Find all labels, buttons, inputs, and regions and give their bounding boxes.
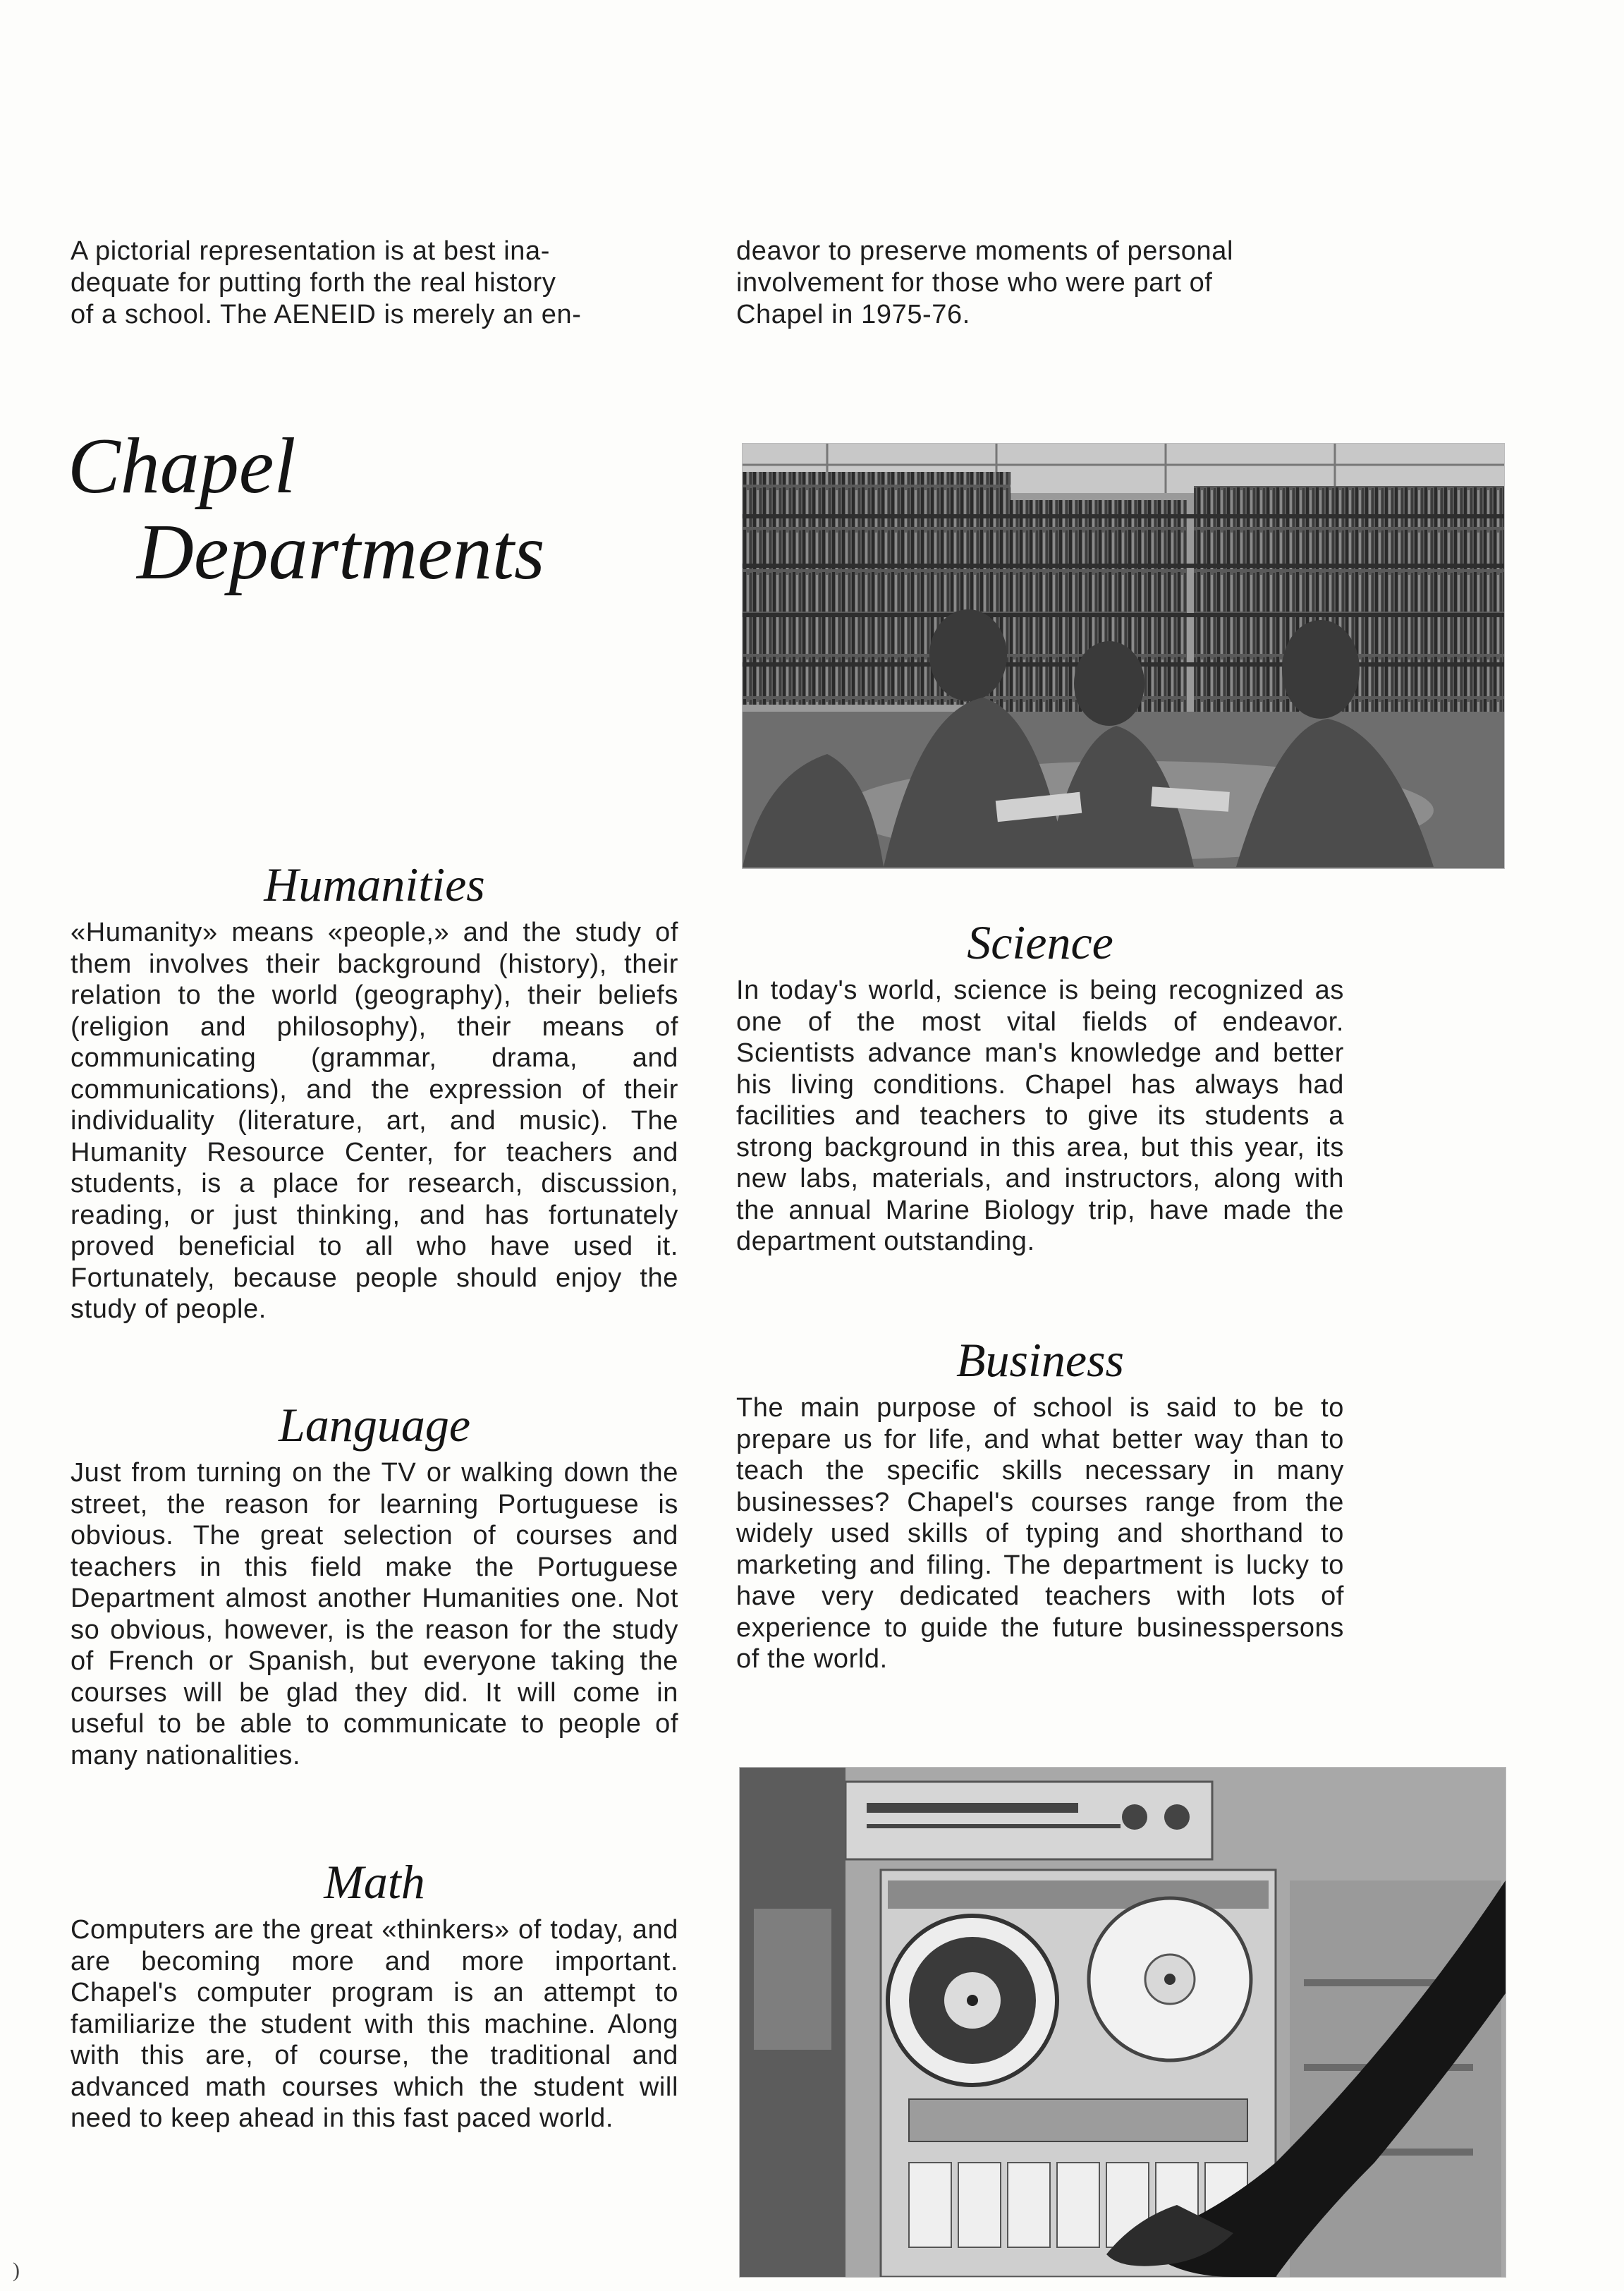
margin-mark: ) [13,2259,20,2282]
business-text: The main purpose of school is said to be to prepare us for life, and what better way than to teach the specific skills necessary in many businesses? Chapel's courses range from the widely used skills of typing and shorthand to marketing and filing. The department is lucky to have very dedicated teachers with lots of experience to guide the future businesspersons of the world. [736,1393,1344,1674]
tape-recorder-illustration [740,1768,1506,2277]
intro-line: of a school. The AENEID is merely an en- [71,300,582,329]
page-title [68,423,702,595]
intro-line: A pictorial representation is at best ina- [71,236,550,266]
intro-text-left [71,236,678,331]
intro-line: dequate for putting forth the real history [71,268,556,298]
intro-line: deavor to preserve moments of personal [736,236,1234,266]
language-heading: Language [279,1398,470,1452]
intro-left-column [71,236,678,331]
science-heading: Science [967,916,1113,969]
library-photo [742,443,1505,869]
business-section [736,1332,1344,1675]
language-section [71,1397,678,1771]
intro-line: involvement for those who were part of [736,268,1213,298]
intro-line: Chapel in 1975-76. [736,300,970,329]
math-section [71,1854,678,2134]
page-title-line1: Chapel [68,423,296,510]
page-title-line2: Departments [137,509,545,596]
intro-text-right [736,236,1344,331]
language-text: Just from turning on the TV or walking down the street, the reason for learning Portuguese is obvious. The great selection of courses and teachers in this field make the Portuguese Department almost another Humanities one. Not so obvious, however, is the reason for the study of French or Spanish, but everyone taking the courses will be glad they did. It will come in useful to be able to communicate to people of many nationalities. [71,1458,678,1770]
humanities-text: «Humanity» means «people,» and the study of them involves their background (history), their relation to the world (geography), their beliefs (religion and philosophy), their means of communicating (grammar, drama, and communications), and the expression of their individuality (literature, art, and music). The Humanity Resource Center, for teachers and students, is a place for research, discussion, reading, or just thinking, and has fortunately proved beneficial to all who have used it. Fortunately, because people should enjoy the study of people. [71,918,678,1324]
tape-recorder-photo [739,1767,1506,2278]
humanities-section [71,856,678,1325]
math-heading: Math [324,1855,425,1909]
science-section [736,914,1344,1258]
intro-right-column [736,236,1344,331]
humanities-heading: Humanities [264,858,485,911]
business-heading: Business [956,1333,1124,1387]
library-photo-illustration [743,444,1504,868]
math-text: Computers are the great «thinkers» of today, and are becoming more and more important. Chapel's computer program is an attempt to familiarize the student with this machine. Along with this are, of course, the traditional and advanced math courses which the student will need to keep ahead in this fast paced world. [71,1915,678,2133]
science-text: In today's world, science is being recognized as one of the most vital fields of endeavor. Scientists advance man's knowledge and better his living conditions. Chapel has always had facilities and teachers to give its students a strong background in this area, but this year, its new labs, materials, and instructors, along with the annual Marine Biology trip, have made the department outstanding. [736,976,1344,1256]
